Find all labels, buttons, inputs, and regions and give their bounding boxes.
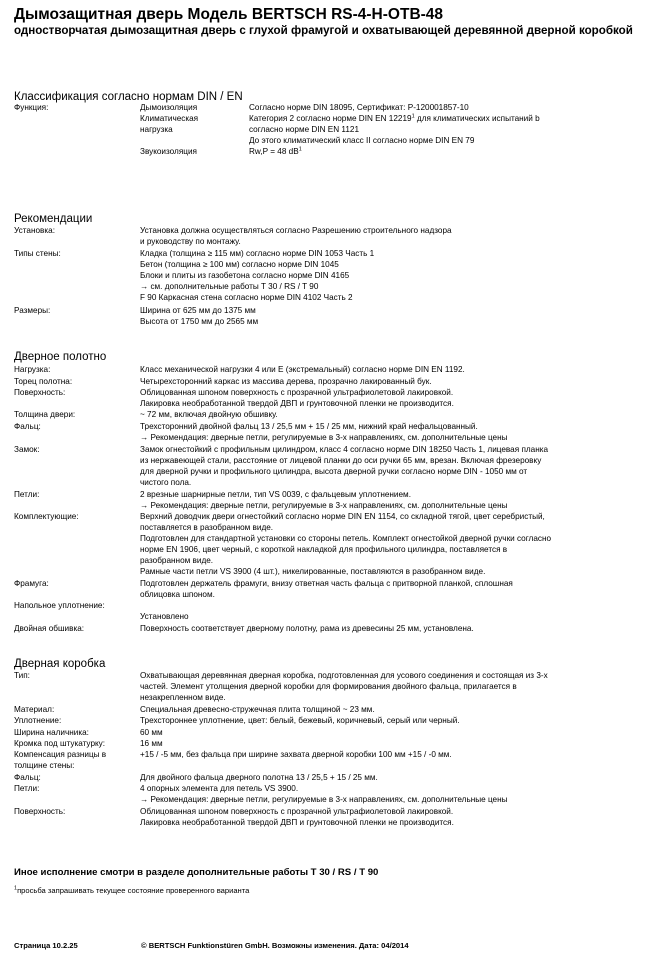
- section-heading-door-leaf: Дверное полотно: [14, 351, 107, 363]
- label-frame-rebate: Фальц:: [14, 773, 41, 782]
- value-floor-seal: Установлено: [140, 612, 189, 621]
- label-surface: Поверхность:: [14, 388, 66, 397]
- label-wall-types: Типы стены:: [14, 249, 61, 258]
- label-wall-compensation: Компенсация разницы в толщине стены:: [14, 750, 107, 770]
- value-wall-types: Кладка (толщина ≥ 115 мм) согласно норме DIN 1053 Часть 1 Бетон (толщина ≥ 100 мм) согласно норме DIN 1045 Блоки и плиты из газобетона согласно норме DIN 4165 → см. дополнительные работы T 30 / RS / T 90 F 90 Каркасная стена согласно норме DIN 4102 Часть 2: [140, 249, 375, 302]
- value-accessories: Верхний доводчик двери огнестойкий согласно норме DIN EN 1154, со складной тягой, цвет серебристый, поставляется в разобранном виде. Подготовлен для стандартной установки со стороны петель. Комплект огнестойкой дверной ручки согласно норме EN 1906, цвет черный, с короткой накладкой для профильного цилиндра, поставляется в разобранном виде. Рамные части петли VS 3900 (4 шт.), никелированные, поставляются в разобранном виде.: [140, 512, 552, 576]
- label-floor-seal: Напольное уплотнение:: [14, 601, 105, 610]
- label-accessories: Комплектующие:: [14, 512, 79, 521]
- value-material: Специальная древесно-стружечная плита толщиной ~ 23 мм.: [140, 705, 375, 714]
- value-installation: Установка должна осуществляться согласно Разрешению строительного надзора и руководству по монтажу.: [140, 226, 452, 246]
- footnote: $^1$просьба запрашивать текущее состояние проверенного варианта: [14, 885, 250, 895]
- label-installation: Установка:: [14, 226, 55, 235]
- section-heading-classification: Классификация согласно нормам DIN / EN: [14, 91, 243, 103]
- label-leaf-edge: Торец полотна:: [14, 377, 73, 386]
- label-lock: Замок:: [14, 445, 40, 454]
- label-transom: Фрамуга:: [14, 579, 49, 588]
- footer-page-number: Страница 10.2.25: [14, 941, 78, 950]
- value-leaf-edge: Четырехсторонний каркас из массива дерева, прозрачно лакированный бук.: [140, 377, 432, 386]
- value-dimensions: Ширина от 625 мм до 1375 мм Высота от 1750 мм до 2565 мм: [140, 306, 259, 326]
- page-subtitle: одностворчатая дымозащитная дверь с глухой фрамугой и охватывающей деревянной дверной коробкой: [14, 24, 633, 37]
- label-load: Нагрузка:: [14, 365, 51, 374]
- label-function: Функция:: [14, 103, 49, 112]
- value-frame-type: Охватывающая деревянная дверная коробка, подготовленная для усового соединения и состоящая из 3-х частей. Элемент утолщения дверной коробки для формирования двойного фальца, прилагается в незакрепленном виде.: [140, 671, 548, 702]
- value-double-cladding: Поверхность соответствует дверному полотну, рама из древесины 25 мм, установлена.: [140, 624, 474, 633]
- value-rebate: Трехсторонний двойной фальц 13 / 25,5 мм + 15 / 25 мм, нижний край нефальцованный. → Рекомендация: дверные петли, регулируемые в 3-х направлениях, см. дополнительные цены: [140, 422, 508, 442]
- label-architrave-width: Ширина наличника:: [14, 728, 89, 737]
- section-heading-recommendations: Рекомендации: [14, 213, 93, 225]
- value-surface: Облицованная шпоном поверхность с прозрачной ультрафиолетовой лакировкой. Лакировка необработанной твердой ДВП и грунтовочной пленки не производится.: [140, 388, 454, 408]
- value-transom: Подготовлен держатель фрамуги, внизу ответная часть фальца с притворной планкой, сплошная облицовка шпоном.: [140, 579, 513, 599]
- page-title: Дымозащитная дверь Модель BERTSCH RS-4-H-OTB-48: [14, 6, 444, 23]
- section-heading-frame: Дверная коробка: [14, 658, 106, 670]
- value-wall-compensation: +15 / -5 мм, без фальца при ширине захвата дверной коробки 100 мм +15 / -0 мм.: [140, 750, 452, 759]
- value-smoke: Согласно норме DIN 18095, Сертификат: P-120001857-10: [249, 103, 469, 112]
- label-frame-hinges: Петли:: [14, 784, 40, 793]
- sub-label-sound: Звукоизоляция: [140, 147, 197, 156]
- value-plaster-edge: 16 мм: [140, 739, 163, 748]
- value-seal: Трехстороннее уплотнение, цвет: белый, бежевый, коричневый, серый или черный.: [140, 716, 460, 725]
- footnote-mark: 1: [14, 885, 18, 892]
- label-double-cladding: Двойная обшивка:: [14, 624, 85, 633]
- value-climate: Категория 2 согласно норме DIN EN 12219$^1$ для климатических испытаний b согласно норме DIN EN 1121 До этого климатический класс II согласно норме DIN EN 79: [249, 113, 540, 145]
- label-rebate: Фальц:: [14, 422, 41, 431]
- value-architrave-width: 60 мм: [140, 728, 163, 737]
- value-load: Класс механической нагрузки 4 или E (экстремальный) согласно норме DIN EN 1192.: [140, 365, 465, 374]
- label-seal: Уплотнение:: [14, 716, 62, 725]
- value-hinges: 2 врезные шарнирные петли, тип VS 0039, с фальцевым уплотнением. → Рекомендация: дверные петли, регулируемые в 3-х направлениях, см. дополнительные цены: [140, 490, 508, 510]
- footnote-mark: 1: [411, 113, 415, 120]
- value-frame-hinges: 4 опорных элемента для петель VS 3900. → Рекомендация: дверные петли, регулируемые в 3-х направлениях, см. дополнительные цены: [140, 784, 508, 804]
- label-frame-type: Тип:: [14, 671, 30, 680]
- footnote-mark: 1: [298, 146, 302, 153]
- sub-label-smoke: Дымоизоляция: [140, 103, 198, 112]
- other-version-note: Иное исполнение смотри в разделе дополнительные работы T 30 / RS / T 90: [14, 867, 379, 878]
- label-frame-surface: Поверхность:: [14, 807, 66, 816]
- value-lock: Замок огнестойкий с профильным цилиндром, класс 4 согласно норме DIN 18250 Часть 1, лицевая планка из нержавеющей стали, расстояние от лицевой планки до оси ручки 65 мм, врезан. Включая фрезеровку для дверной ручки и профильного цилиндра, высота дверной ручки согласно норме DIN - 1050 мм от чистого пола.: [140, 445, 549, 487]
- label-dimensions: Размеры:: [14, 306, 51, 315]
- label-material: Материал:: [14, 705, 55, 714]
- value-frame-surface: Облицованная шпоном поверхность с прозрачной ультрафиолетовой лакировкой. Лакировка необработанной твердой ДВП и грунтовочной пленки не производится.: [140, 807, 454, 827]
- sub-label-climate: Климатическая нагрузка: [140, 114, 199, 134]
- value-frame-rebate: Для двойного фальца дверного полотна 13 / 25,5 + 15 / 25 мм.: [140, 773, 378, 782]
- label-hinges: Петли:: [14, 490, 40, 499]
- label-door-thickness: Толщина двери:: [14, 410, 76, 419]
- label-plaster-edge: Кромка под штукатурку:: [14, 739, 106, 748]
- value-sound: Rw,P = 48 $dB^1$: [249, 146, 302, 156]
- value-door-thickness: ~ 72 мм, включая двойную обшивку.: [140, 410, 278, 419]
- footer-copyright: © BERTSCH Funktionstüren GmbH. Возможны изменения. Дата: 04/2014: [141, 941, 409, 950]
